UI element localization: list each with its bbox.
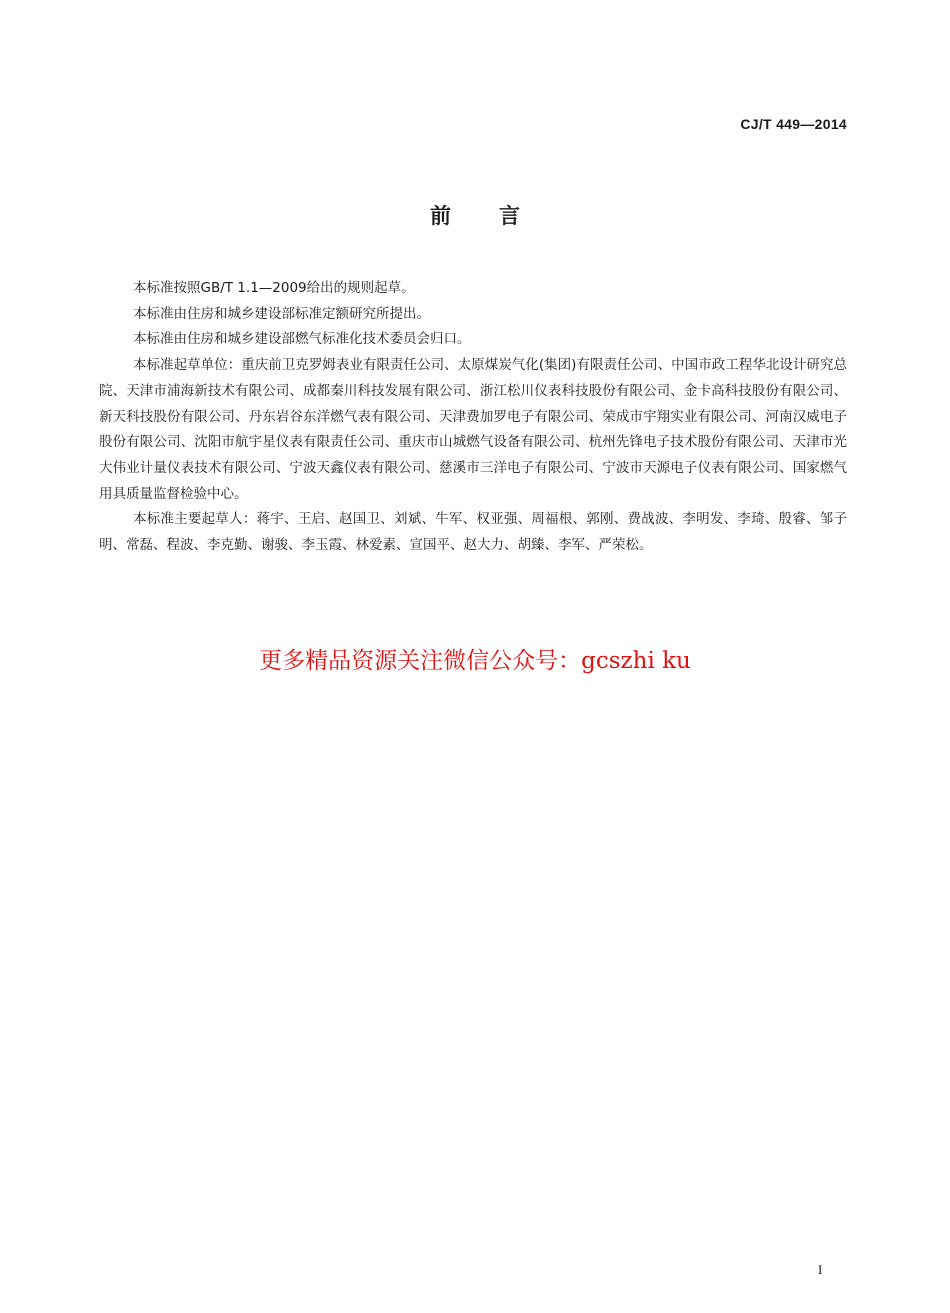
promo-watermark-text: 更多精品资源关注微信公众号：gcszhi ku (259, 648, 691, 674)
foreword-body (99, 276, 847, 559)
paragraph-under-jurisdiction: 本标准由住房和城乡建设部燃气标准化技术委员会归口。 (133, 331, 471, 348)
paragraph-proposed-by: 本标准由住房和城乡建设部标准定额研究所提出。 (133, 305, 430, 322)
paragraph-drafting-rules: 本标准按照GB/T 1.1—2009给出的规则起草。 (133, 280, 415, 296)
paragraph-main-drafters: 本标准主要起草人：蒋宇、王启、赵国卫、刘斌、牛军、权亚强、周福根、郭刚、费战波、李明发、李琦、殷睿、邹子明、常磊、程波、李克勤、谢骏、李玉霞、林爱素、宣国平、赵大力、胡臻、李军、严荣松。 (99, 511, 847, 554)
standard-code: CJ/T 449—2014 (740, 116, 847, 132)
page-number: I (818, 1262, 823, 1277)
page-title: 前言 (430, 204, 568, 228)
paragraph-drafting-units: 本标准起草单位：重庆前卫克罗姆表业有限责任公司、太原煤炭气化(集团)有限责任公司、中国市政工程华北设计研究总院、天津市浦海新技术有限公司、成都秦川科技发展有限公司、浙江松川仪表科技股份有限公司、金卡高科技股份有限公司、新天科技股份有限公司、丹东岩谷东洋燃气表有限公司、天津费加罗电子有限公司、荣成市宇翔实业有限公司、河南汉威电子股份有限公司、沈阳市航宇星仪表有限责任公司、重庆市山城燃气设备有限公司、杭州先锋电子技术股份有限公司、天津市光大伟业计量仪表技术有限公司、宁波天鑫仪表有限公司、慈溪市三洋电子有限公司、宁波市天源电子仪表有限公司、国家燃气用具质量监督检验中心。 (99, 357, 847, 502)
